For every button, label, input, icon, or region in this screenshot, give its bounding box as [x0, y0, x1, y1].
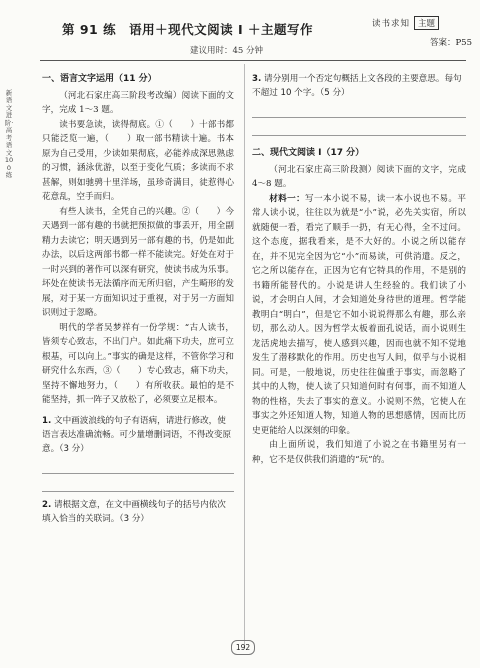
passage-paragraph-2: 有些人读书，全凭自己的兴趣。②（ ）今天遇到一部有趣的书就把预拟做的事丢开，用全副精力去读它；明天遇到另一部有趣的书，仍是如此办法，以后这两部书都一样不能读完。好处在对于一时兴到的著作可以深有研究，使读书成为乐事。坏处在使读书无法循序而无所归宿，产生畸形的发展，对于某一方面知识过于重视，对于另一方面知识则过于忽略。	[42, 206, 234, 318]
question-1	[42, 414, 234, 456]
answer-line[interactable]	[252, 118, 466, 136]
material-label: 材料一：	[269, 193, 306, 204]
source-note-2: （河北石家庄高三阶段测）阅读下面的文字，完成 4～8 题。	[252, 164, 466, 189]
question-1-text: 文中画波浪线的句子有语病，请进行修改，使语言表达准确流畅。可少量增删词语，不得改变原意。（3 分）	[42, 415, 232, 454]
theme-badge-box: 主题	[414, 16, 439, 30]
left-column	[42, 72, 234, 526]
question-1-number: 1.	[42, 415, 52, 426]
question-2-number: 2.	[42, 499, 52, 510]
passage-paragraph-3: 明代的学者吴梦祥有一份学规：“古人读书，皆须专心致志，不出门户。如此痛下功夫，庶可立根基，可以向上。”事实的确是这样，不管你学习和研究什么东西，③（ ）专心致志，痛下功夫，坚持不懈地努力，（ ）有所收获。最怕的是不能坚持，抓一阵子又放松了，必须要立足根本。	[42, 322, 234, 405]
material-1-text: 写一本小说不易，读一本小说也不易。平常人读小说，往往以为就是“小”说，必先关实宿，所以就随便一看，看完了顺手一扔，有无心得，全不过问。这个态度，据我看来，是不大好的。小说之所以能存在，并不见完全因为它“小”而易读，可供消遣。反之，它之所以能存在，正因为它有它特具的作用，不是别的书籍所能替代的。小说是讲人生经验的。我们读了小说，才会明白人间，才会知道处身待世的道理。哲学能教明白“明白”，但是它不如小说说得那么有趣，那么亲切，那么动人。因为哲学太板着面孔说话，而小说则生龙活虎地去描写，使人感到兴趣，因而也就不知不觉地发生了潜移默化的作用。历史也写人间，似乎与小说相同。可是，一般地说，历史往往偏重于事实，而忽略了其中的人物，使人读了只知道何时有何事，而不知道人物的性格，失去了事实的意义。小说则不然，它使人在事实之外还知道人物，知道人物的思想感情，因而比历史更能给人以深刻的印象。	[252, 193, 466, 436]
series-side-note: 新语文进阶·高考语文100练	[4, 89, 14, 180]
question-3-text: 请分别用一个否定句概括上文各段的主要意思。每句不超过 10 个字。（5 分）	[252, 74, 462, 98]
page-title: 第 91 练 语用＋现代文阅读 Ⅰ ＋主题写作	[62, 22, 313, 37]
answer-line[interactable]	[42, 474, 234, 492]
answer-line[interactable]	[252, 100, 466, 118]
material-1-paragraph-2: 由上面所说，我们知道了小说之在书籍里另有一种，它不是仅供我们消遣的“玩”的。	[252, 440, 466, 465]
theme-badge	[372, 16, 472, 30]
right-column	[252, 72, 466, 467]
question-3-number: 3.	[252, 74, 262, 84]
header-divider	[40, 60, 466, 61]
material-1-paragraph-1	[252, 192, 466, 439]
answer-line[interactable]	[42, 456, 234, 474]
theme-badge-text: 读书求知	[372, 19, 411, 29]
passage-paragraph-1: 读书要急读，读得彻底。①（ ）十部书都只能泛览一遍，（ ）取一部书精读十遍。书本原为自己受用，少读如果彻底，必能养成深思熟虑的习惯，涵泳优游，以至于变化气质；多读而不求甚解，则如驰骋十里洋场，虽珍奇满目，徒惹得心花意乱，空手而归。	[42, 119, 234, 202]
section1-title: 一、语言文字运用（11 分）	[42, 74, 157, 84]
source-note: （河北石家庄高三阶段考改编）阅读下面的文字，完成 1～3 题。	[42, 90, 234, 115]
suggested-time: 建议用时：45 分钟	[190, 46, 264, 56]
column-divider	[244, 64, 245, 648]
answer-reference: 答案：P55	[429, 38, 472, 48]
question-3	[252, 72, 466, 100]
page-number: 192	[231, 640, 255, 655]
section2-title: 二、现代文阅读 Ⅰ（17 分）	[252, 148, 365, 158]
question-2-text: 请根据文意，在文中画横线句子的括号内依次填入恰当的关联词。（3 分）	[42, 499, 226, 524]
question-2	[42, 498, 234, 526]
header-right	[372, 16, 472, 48]
